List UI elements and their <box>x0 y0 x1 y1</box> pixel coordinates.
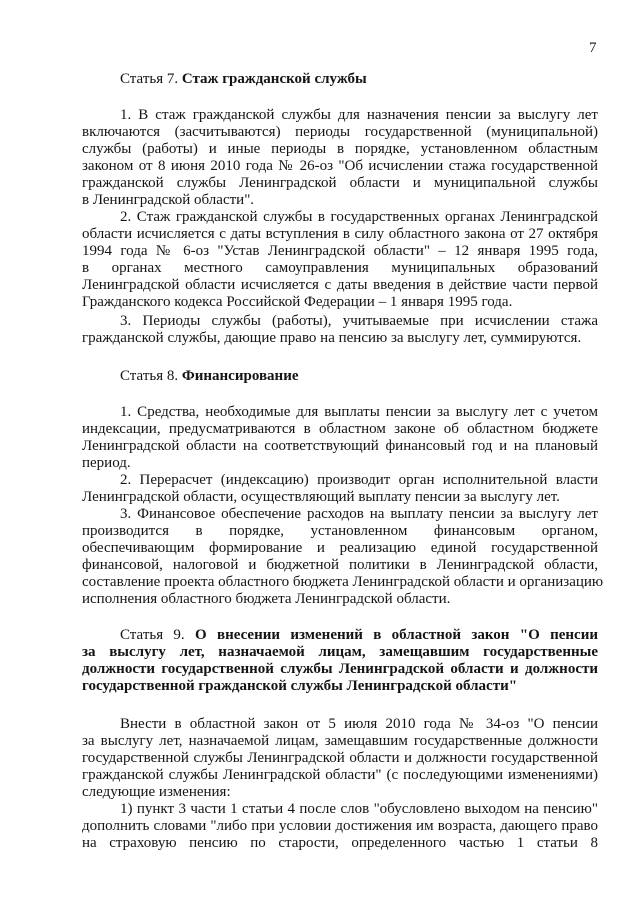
article-9-line: дополнить словами "либо при условии достижения им возраста, дающего право <box>82 818 598 834</box>
article-7-line: в органах местного самоуправления муниципальных образований <box>82 260 598 276</box>
article-9-title-line: государственной гражданской службы Ленинградской области" <box>82 678 518 694</box>
article-7-line: гражданской службы, дающие право на пенсию за выслугу лет, суммируются. <box>82 330 582 346</box>
article-8-line: Ленинградской области на соответствующий финансовый год и на плановый <box>82 438 598 454</box>
article-7-line: включаются (засчитываются) периоды государственной (муниципальной) <box>82 124 598 140</box>
article-9-line: гражданской службы Ленинградской области" (с последующими изменениями) <box>82 767 598 783</box>
article-9-heading <box>120 627 598 644</box>
article-9-line: за выслугу лет, назначаемой лицам, замещавшим государственные должности <box>82 733 598 749</box>
article-7-line: 1994 года № 6-оз "Устав Ленинградской области" – 12 января 1995 года, <box>82 243 598 259</box>
article-8-line: составление проекта областного бюджета Ленинградской области и организацию <box>82 574 604 590</box>
article-7-line: 1. В стаж гражданской службы для назначения пенсии за выслугу лет <box>120 107 598 123</box>
page-number: 7 <box>589 40 597 56</box>
article-7-line: в Ленинградской области". <box>82 192 255 208</box>
article-9-line: следующие изменения: <box>82 784 231 800</box>
article-9-title-line: должности государственной службы Ленинградской области и должности <box>82 661 598 677</box>
article-9-line: 1) пункт 3 части 1 статьи 4 после слов "обусловлено выходом на пенсию" <box>120 801 598 817</box>
article-8-line: 3. Финансовое обеспечение расходов на выплату пенсии за выслугу лет <box>120 506 598 522</box>
article-9-title-line: за выслугу лет, назначаемой лицам, замещавшим государственные <box>82 644 598 660</box>
article-8-line: исполнения областного бюджета Ленинградской области. <box>82 591 451 607</box>
article-9-line: Внести в областной закон от 5 июля 2010 года № 34-оз "О пенсии <box>120 716 598 732</box>
article-8-line: обеспечивающим формирование и реализацию единой государственной <box>82 540 598 556</box>
article-8-line: производится в порядке, установленном финансовым органом, <box>82 523 598 539</box>
article-8-title: Финансирование <box>181 368 299 384</box>
article-7-line: Ленинградской области исчисляется с даты введения в действие части первой <box>82 277 598 293</box>
article-8-line: 1. Средства, необходимые для выплаты пенсии за выслугу лет с учетом <box>120 404 598 420</box>
article-7-line: службы (работы) и иные периоды в порядке, установленном областным <box>82 141 598 157</box>
article-7-line: гражданской службы Ленинградской области и муниципальной службы <box>82 175 598 191</box>
article-8-heading <box>120 368 598 385</box>
article-8-line: Ленинградской области, осуществляющий выплату пенсии за выслугу лет. <box>82 489 560 505</box>
article-7-title: Стаж гражданской службы <box>181 71 367 87</box>
article-8-line: период. <box>82 455 131 471</box>
article-7-line: 2. Стаж гражданской службы в государственных органах Ленинградской <box>120 209 598 225</box>
article-8-line: 2. Перерасчет (индексацию) производит орган исполнительной власти <box>120 472 598 488</box>
article-8-line: индексации, предусматриваются в областном законе об областном бюджете <box>82 421 598 437</box>
article-8-prefix: Статья 8. <box>120 368 179 384</box>
article-7-line: 3. Периоды службы (работы), учитываемые при исчислении стажа <box>120 313 598 329</box>
article-7-line: законом от 8 июня 2010 года № 26-оз "Об исчислении стажа государственной <box>82 158 598 174</box>
article-8-line: финансовой, налоговой и бюджетной политики в Ленинградской области, <box>82 557 598 573</box>
article-7-line: области исчисляется с даты вступления в силу областного закона от 27 октября <box>82 226 598 242</box>
article-7-line: Гражданского кодекса Российской Федерации – 1 января 1995 года. <box>82 294 513 310</box>
article-7-prefix: Статья 7. <box>120 71 179 87</box>
article-9-title-line: О внесении изменений в областной закон "О пенсии <box>195 627 598 643</box>
article-9-line: государственной службы Ленинградской области и должности государственной <box>82 750 598 766</box>
article-9-prefix: Статья 9. <box>120 627 185 643</box>
article-9-line: на страховую пенсию по старости, определенного частью 1 статьи 8 <box>82 835 598 851</box>
article-7-heading <box>120 71 598 88</box>
